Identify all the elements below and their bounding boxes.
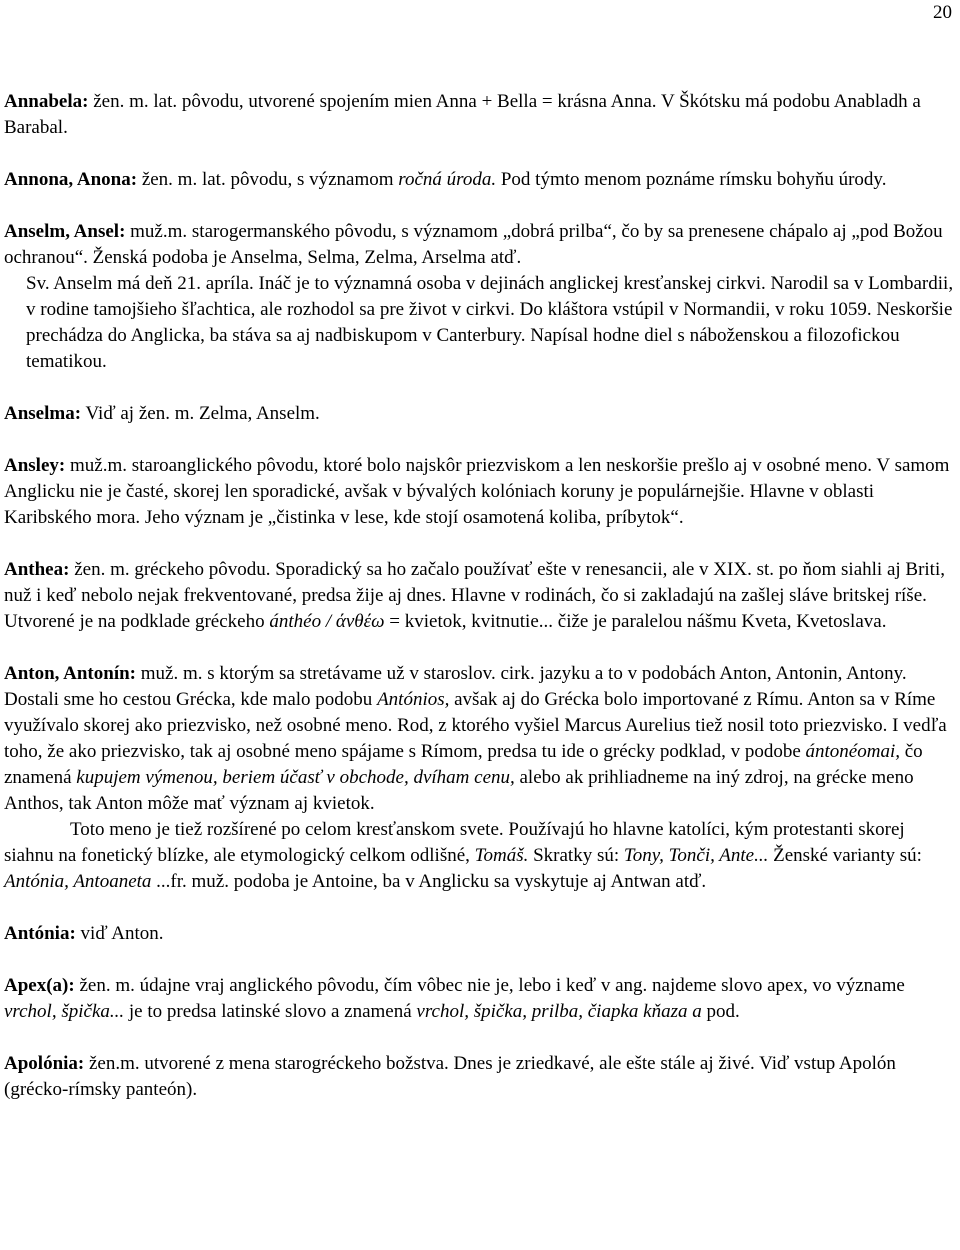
entry-italic: ántonéomai, [805, 741, 900, 762]
entry-italic: Tony, Tonči, Ante... [623, 845, 769, 866]
entry-body: muž.m. staroanglického pôvodu, ktoré bolo najskôr priezviskom a len neskoršie prešlo aj v osobné meno. V samom Anglicku nie je časté, skorej len sporadické, avšak v bývalých kolóniach koruny je populárnejšie. Hlavne v oblasti Karibského mora. Jeho význam je „čistinka v lese, kde stojí osamotená koliba, príbytok“. [4, 455, 950, 528]
entry-text [4, 557, 954, 635]
entry-term: Anthea: [4, 559, 70, 580]
entry-italic: kupujem výmenou, beriem účasť v obchode, dvíham cenu, [76, 767, 515, 788]
entry-body: Toto meno je tiež rozšírené po celom kresťanskom svete. Používajú ho hlavne katolíci, kým protestanti skorej siahnu na fonetický blízke, ale etymologický celkom odlišné, [4, 819, 905, 866]
entry-anton [4, 661, 954, 895]
entry-apolonia [4, 1051, 954, 1103]
entry-body: žen. m. gréckeho pôvodu. Sporadický sa ho začalo používať ešte v renesancii, ale v XIX. st. po ňom siahli aj Briti, nuž i keď nebolo nejak frekventované, predsa žije aj dnes. Hlavne v rodinách, čo si zakladajú na zašlej sláve britskej ríše. Utvorené je na podklade gréckeho [4, 559, 945, 632]
page-number: 20 [933, 2, 952, 23]
entry-body: Viď aj žen. m. Zelma, Anselm. [81, 403, 320, 424]
entry-body: Pod týmto menom poznáme rímsku bohyňu úrody. [496, 169, 887, 190]
entry-term: Annona, Anona: [4, 169, 138, 190]
entry-term: Apex(a): [4, 975, 75, 996]
entry-italic: Antónia, Antoaneta [4, 871, 152, 892]
entry-text [4, 453, 954, 531]
entry-italic: ánthéo / άνθέω [269, 611, 385, 632]
entry-term: Anselm, Ansel: [4, 221, 126, 242]
entry-body: žen. m. lat. pôvodu, s významom [137, 169, 399, 190]
entry-term: Annabela: [4, 91, 89, 112]
entry-annona [4, 167, 954, 193]
entry-antonia [4, 921, 954, 947]
entry-body: žen.m. utvorené z mena starogréckeho božstva. Dnes je zriedkavé, ale ešte stále aj živé. Viď vstup Apolón (grécko-rímsky panteón). [4, 1053, 896, 1100]
entry-italic: ročná úroda. [398, 169, 497, 190]
entry-text-continued [4, 817, 954, 895]
entry-italic: Antónios, [377, 689, 450, 710]
entry-term: Apolónia: [4, 1053, 85, 1074]
entry-anthea [4, 557, 954, 635]
entry-term: Antónia: [4, 923, 76, 944]
entry-italic: Tomáš. [474, 845, 529, 866]
entry-body: je to predsa latinské slovo a znamená [124, 1001, 417, 1022]
entry-text [4, 219, 954, 271]
entry-body: alebo ak prihliadneme na iný zdroj, na grécke meno Anthos, tak Anton môže mať význam aj kvietok. [4, 767, 914, 814]
entry-italic: vrchol, špička... [4, 1001, 125, 1022]
entry-text [4, 167, 954, 193]
entry-text [4, 401, 954, 427]
entry-body: čo znamená [4, 741, 923, 788]
entry-body: = kvietok, kvitnutie... čiže je paralelou nášmu Kveta, Kvetoslava. [384, 611, 887, 632]
entry-text-continued [4, 271, 954, 375]
entry-body: Sv. Anselm má deň 21. apríla. Ináč je to významná osoba v dejinách anglickej kresťanskej cirkvi. Narodil sa v Lombardii, v rodine tamojšieho šľachtica, ale rozhodol sa pre život v cirkvi. Do kláštora vstúpil v Normandii, v roku 1059. Neskoršie prechádza do Anglicka, ba stáva sa aj nadbiskupom v Canterbury. Napísal hodne diel s náboženskou a filozofickou tematikou. [26, 273, 954, 372]
entry-body: viď Anton. [75, 923, 164, 944]
entry-text [4, 1051, 954, 1103]
entry-term: Ansley: [4, 455, 66, 476]
entry-anselm [4, 219, 954, 375]
entry-body: žen. m. údajne vraj anglického pôvodu, čím vôbec nie je, lebo i keď v ang. najdeme slovo apex, vo význame [74, 975, 905, 996]
entry-body: avšak aj do Grécka bolo importované z Rímu. Anton sa v Ríme využívalo skorej ako priezvisko, než osobné meno. Rod, z ktorého vyšiel Marcus Aurelius tiež nosil toto priezvisko. I vedľa toho, že ako priezvisko, tak aj osobné meno spájame s Rímom, predsa tu ide o grécky podklad, v podobe [4, 689, 947, 762]
entry-body: muž. m. s ktorým sa stretávame už v staroslov. cirk. jazyku a to v podobách Anton, Antonin, Antony. Dostali sme ho cestou Grécka, kde malo podobu [4, 663, 907, 710]
entry-anselma [4, 401, 954, 427]
entry-ansley [4, 453, 954, 531]
entry-text [4, 89, 954, 141]
entry-term: Anselma: [4, 403, 82, 424]
entry-italic: vrchol, špička, prilba, čiapka kňaza a [416, 1001, 702, 1022]
entry-apex [4, 973, 954, 1025]
entry-body: Skratky sú: [528, 845, 624, 866]
entry-text [4, 921, 954, 947]
entry-text [4, 661, 954, 817]
entry-body: žen. m. lat. pôvodu, utvorené spojením mien Anna + Bella = krásna Anna. V Škótsku má podobu Anabladh a Barabal. [4, 91, 921, 138]
entry-body: Ženské varianty sú: [768, 845, 922, 866]
entry-body: ...fr. muž. podoba je Antoine, ba v Anglicku sa vyskytuje aj Antwan atď. [151, 871, 707, 892]
entry-term: Anton, Antonín: [4, 663, 136, 684]
entry-body: pod. [701, 1001, 740, 1022]
entry-text [4, 973, 954, 1025]
dictionary-content [4, 89, 954, 1129]
entry-body: muž.m. starogermanského pôvodu, s významom „dobrá prilba“, čo by sa prenesene chápalo aj „pod Božou ochranou“. Ženská podoba je Anselma, Selma, Zelma, Arselma atď. [4, 221, 943, 268]
entry-annabela [4, 89, 954, 141]
